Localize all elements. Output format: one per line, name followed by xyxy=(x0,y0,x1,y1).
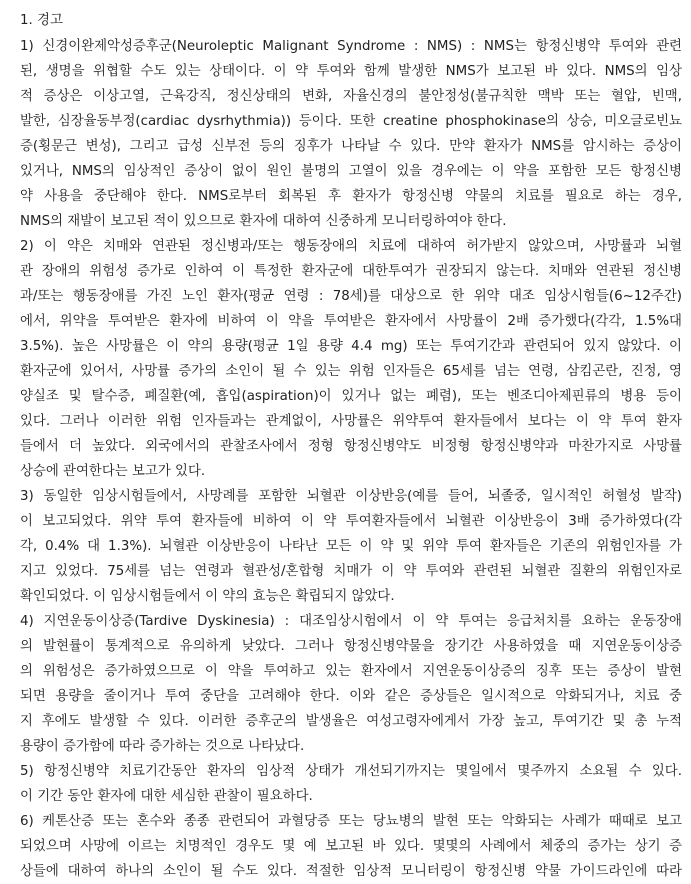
text-line: 약 사용을 중단해야 한다. NMS로부터 회복된 후 환자가 항정신병 약물의 치료를 필요로 하는 경우, xyxy=(20,189,682,204)
text-line: 3) 동일한 임상시험들에서, 사망례를 포함한 뇌혈관 이상반응(예를 들어, 뇌졸중, 일시적인 허혈성 발작) xyxy=(20,489,682,504)
warning-item-5 xyxy=(20,759,682,809)
text-line: 용량이 증가함에 따라 증가하는 것으로 나타났다. xyxy=(20,739,305,754)
text-line: 있거나, NMS의 임상적인 증상이 없이 원인 불명의 고열이 있을 경우에는 이 약을 포함한 모든 항정신병 xyxy=(20,164,682,179)
text-line: 5) 항정신병약 치료기간동안 환자의 임상적 상태가 개선되기까지는 몇일에서 몇주까지 소요될 수 있다. xyxy=(20,764,682,779)
text-line: 적 증상은 이상고열, 근육강직, 정신상태의 변화, 자율신경의 불안정성(불규칙한 맥박 또는 혈압, 빈맥, xyxy=(20,89,682,104)
text-line: 되었으며 사망에 이르는 치명적인 경우도 몇 예 보고된 바 있다. 몇몇의 사례에서 체중의 증가는 상기 증 xyxy=(20,839,682,854)
text-line: 1) 신경이완제악성증후군(Neuroleptic Malignant Syndrome : NMS) : NMS는 항정신병약 투여와 관련 xyxy=(20,39,682,54)
text-line: 되면 용량을 줄이거나 투여 중단을 고려해야 한다. 이와 같은 증상들은 일시적으로 악화되거나, 치료 중 xyxy=(20,689,682,704)
text-line: 관 장애의 위험성 증가로 인하여 이 특정한 환자군에 대한투여가 권장되지 않는다. 치매와 연관된 정신병 xyxy=(20,264,682,279)
warning-paragraphs xyxy=(20,34,682,884)
text-line: 들에서 더 높았다. 외국에서의 관찰조사에서 정형 항정신병약도 비정형 항정신병약과 마찬가지로 사망률 xyxy=(20,439,682,454)
text-line: 2) 이 약은 치매와 연관된 정신병과/또는 행동장애의 치료에 대하여 허가받지 않았으며, 사망률과 뇌혈 xyxy=(20,239,682,254)
warning-item-1 xyxy=(20,34,682,234)
text-line: 의 발현률이 통계적으로 유의하게 낮았다. 그러나 항정신병약물을 장기간 사용하였을 때 지연운동이상증 xyxy=(20,639,682,654)
text-line: 상승에 관여한다는 보고가 있다. xyxy=(20,464,206,479)
text-line: 에서, 위약을 투여받은 환자에 비하여 이 약을 투여받은 환자에서 사망률이 2배 증가했다(각각, 1.5%대 xyxy=(20,314,682,329)
text-line: 6) 케톤산증 또는 혼수와 종종 관련되어 과혈당증 또는 당뇨병의 발현 또는 악화되는 사례가 때때로 보고 xyxy=(20,814,682,829)
text-line: 3.5%). 높은 사망률은 이 약의 용량(평균 1일 용량 4.4 mg) 또는 투여기간과 관련되어 있지 않았다. 이 xyxy=(20,339,682,354)
text-line: 환자군에 있어서, 사망률 증가의 소인이 될 수 있는 위험 인자들은 65세를 넘는 연령, 삼킴곤란, 진정, 영 xyxy=(20,364,682,379)
text-line: 의 위험성은 증가하였으므로 이 약을 투여하고 있는 환자에서 지연운동이상증의 징후 또는 증상이 발현 xyxy=(20,664,682,679)
text-line: 확인되었다. 이 임상시험들에서 이 약의 효능은 확립되지 않았다. xyxy=(20,589,395,604)
text-line: 이 보고되었다. 위약 투여 환자들에 비하여 이 약 투여환자들에서 뇌혈관 이상반응이 3배 증가하였다(각 xyxy=(20,514,682,529)
section-heading: 1. 경고 xyxy=(20,13,63,28)
text-line: 된, 생명을 위협할 수도 있는 상태이다. 이 약 투여와 함께 발생한 NMS가 보고된 바 있다. NMS의 임상 xyxy=(20,64,682,79)
text-line: 양실조 및 탈수증, 폐질환(예, 흡입(aspiration)이 있거나 없는 폐렴), 또는 벤조디아제핀류의 병용 등이 xyxy=(20,389,682,404)
text-line: 각, 0.4% 대 1.3%). 뇌혈관 이상반응이 나타난 모든 이 약 및 위약 투여 환자들은 기존의 위험인자를 가 xyxy=(20,539,682,554)
text-line: 증(횡문근 변성), 그리고 급성 신부전 등의 징후가 나타날 수 있다. 만약 환자가 NMS를 암시하는 증상이 xyxy=(20,139,682,154)
text-line: 상들에 대하여 하나의 소인이 될 수도 있다. 적절한 임상적 모니터링이 항정신병 약물 가이드라인에 따라 xyxy=(20,864,682,879)
text-line: 발한, 심장율동부정(cardiac dysrhythmia)) 등이다. 또한 creatine phosphokinase의 상승, 미오글로빈뇨 xyxy=(20,114,682,129)
text-line: 지 후에도 발생할 수 있다. 이러한 증후군의 발생율은 여성고령자에게서 가장 높고, 투여기간 및 총 누적 xyxy=(20,714,682,729)
text-line: 지고 있었다. 75세를 넘는 연령과 혈관성/혼합형 치매가 이 약 투여와 관련된 뇌혈관 질환의 위험인자로 xyxy=(20,564,682,579)
text-line: 과/또는 행동장애를 가진 노인 환자(평균 연령 : 78세)를 대상으로 한 위약 대조 임상시험들(6~12주간) xyxy=(20,289,682,304)
text-line: 4) 지연운동이상증(Tardive Dyskinesia) : 대조임상시험에서 이 약 투여는 응급처치를 요하는 운동장애 xyxy=(20,614,682,629)
text-line: NMS의 재발이 보고된 적이 있으므로 환자에 대하여 신중하게 모니터링하여야 한다. xyxy=(20,214,507,229)
text-line: 있다. 그러나 이러한 위험 인자들과는 관계없이, 사망률은 위약투여 환자들에서 보다는 이 약 투여 환자 xyxy=(20,414,682,429)
warning-item-2 xyxy=(20,234,682,484)
warning-item-3 xyxy=(20,484,682,609)
warning-item-6 xyxy=(20,809,682,884)
document-body xyxy=(20,8,682,884)
warning-item-4 xyxy=(20,609,682,759)
text-line: 이 기간 동안 환자에 대한 세심한 관찰이 필요하다. xyxy=(20,789,313,804)
